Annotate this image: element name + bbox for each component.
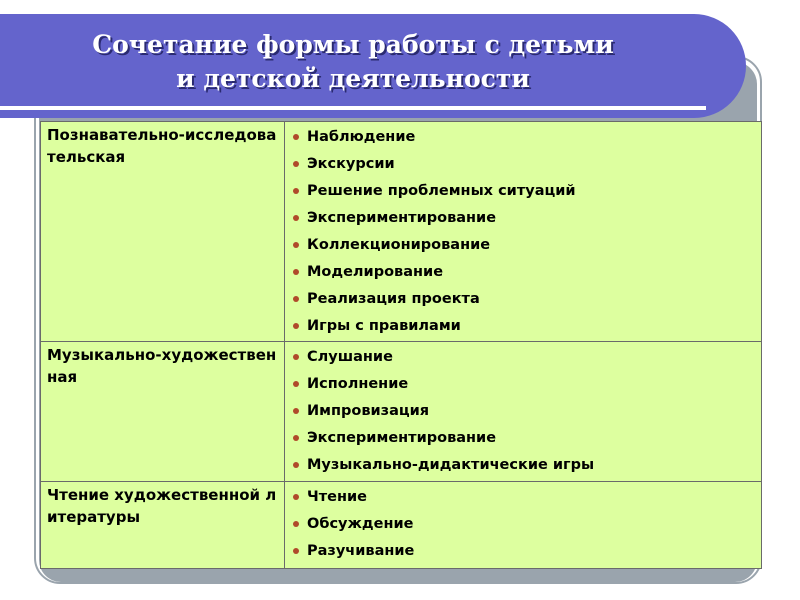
category-cell: Музыкально-художественная [41, 342, 285, 482]
activities-cell [285, 122, 762, 342]
activity-label: Реализация проекта [307, 291, 480, 307]
list-item [291, 538, 757, 565]
list-item [291, 425, 757, 452]
category-cell: Познавательно-исследовательская [41, 122, 285, 342]
bullet-icon [293, 188, 299, 194]
list-item [291, 398, 757, 425]
list-item [291, 511, 757, 538]
activity-label: Исполнение [307, 376, 409, 392]
list-item [291, 452, 757, 479]
bullet-icon [293, 323, 299, 329]
bullet-icon [293, 462, 299, 468]
activity-label: Слушание [307, 349, 393, 365]
activities-cell [285, 342, 762, 482]
activity-label: Моделирование [307, 264, 444, 280]
activity-table [40, 121, 762, 569]
activity-label: Экспериментирование [307, 430, 497, 446]
list-item [291, 313, 757, 340]
bullet-icon [293, 161, 299, 167]
activity-label: Игры с правилами [307, 318, 461, 334]
activity-label: Музыкально-дидактические игры [307, 457, 595, 473]
bullet-icon [293, 381, 299, 387]
list-item [291, 286, 757, 313]
list-item [291, 484, 757, 511]
activity-label: Экскурсии [307, 156, 395, 172]
activity-label: Разучивание [307, 543, 415, 559]
slide-title [0, 28, 706, 96]
activity-list [291, 124, 757, 340]
list-item [291, 232, 757, 259]
bullet-icon [293, 134, 299, 140]
list-item [291, 151, 757, 178]
activity-list [291, 344, 757, 479]
slide-title-line-2: и детской деятельности [176, 64, 530, 93]
activity-label: Наблюдение [307, 129, 416, 145]
slide-title-line-1: Сочетание формы работы с детьми [92, 30, 614, 59]
activity-label: Решение проблемных ситуаций [307, 183, 576, 199]
list-item [291, 371, 757, 398]
list-item [291, 124, 757, 151]
activities-cell [285, 482, 762, 569]
bullet-icon [293, 269, 299, 275]
bullet-icon [293, 548, 299, 554]
activity-list [291, 484, 757, 565]
activity-label: Импровизация [307, 403, 430, 419]
bullet-icon [293, 215, 299, 221]
bullet-icon [293, 521, 299, 527]
bullet-icon [293, 354, 299, 360]
title-underline [0, 106, 706, 110]
activity-label: Обсуждение [307, 516, 414, 532]
list-item [291, 205, 757, 232]
bullet-icon [293, 242, 299, 248]
bullet-icon [293, 435, 299, 441]
activity-label: Чтение [307, 489, 367, 505]
table-row [41, 482, 762, 569]
bullet-icon [293, 408, 299, 414]
activity-label: Коллекционирование [307, 237, 491, 253]
list-item [291, 259, 757, 286]
bullet-icon [293, 494, 299, 500]
activity-label: Экспериментирование [307, 210, 497, 226]
table-row [41, 342, 762, 482]
list-item [291, 344, 757, 371]
category-cell: Чтение художественной литературы [41, 482, 285, 569]
table-row [41, 122, 762, 342]
bullet-icon [293, 296, 299, 302]
list-item [291, 178, 757, 205]
